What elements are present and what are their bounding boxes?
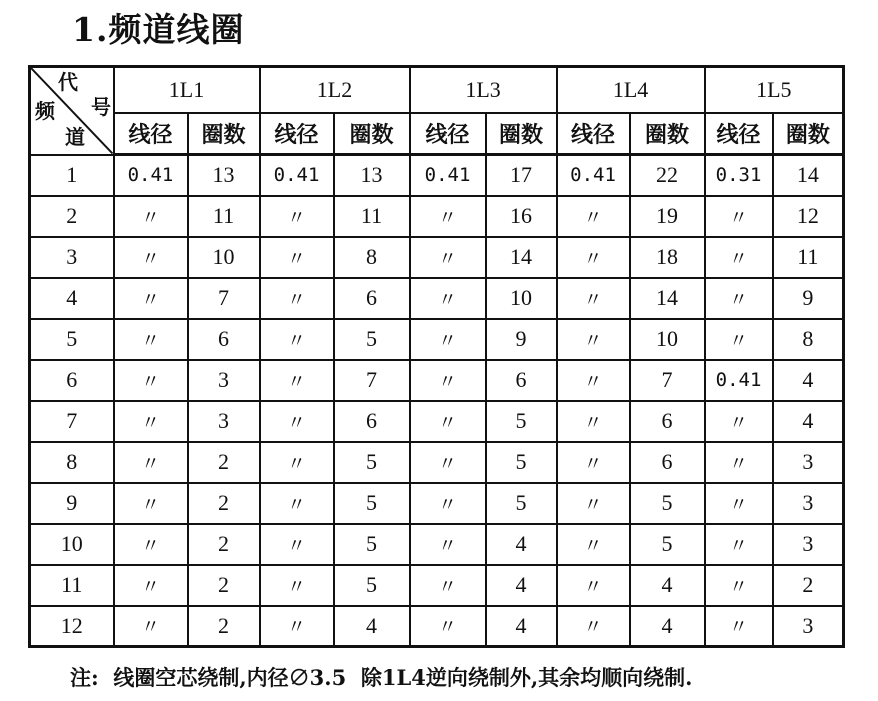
corner-channel-char: 道 bbox=[65, 127, 85, 149]
turns-cell: 13 bbox=[188, 155, 260, 196]
wire-diameter-cell: 0.41 bbox=[705, 360, 773, 401]
turns-cell: 4 bbox=[486, 565, 557, 606]
wire-diameter-header: 线径 bbox=[705, 113, 773, 155]
turns-header: 圈数 bbox=[773, 113, 844, 155]
wire-diameter-cell: 0.41 bbox=[557, 155, 630, 196]
turns-header: 圈数 bbox=[334, 113, 410, 155]
wire-diameter-cell: 〃 bbox=[260, 237, 334, 278]
turns-cell: 14 bbox=[773, 155, 844, 196]
wire-diameter-cell: 〃 bbox=[410, 524, 486, 565]
table-row bbox=[30, 319, 844, 360]
wire-diameter-cell: 〃 bbox=[114, 524, 188, 565]
turns-cell: 3 bbox=[773, 524, 844, 565]
wire-diameter-cell: 〃 bbox=[410, 360, 486, 401]
wire-diameter-cell: 〃 bbox=[114, 360, 188, 401]
wire-diameter-cell: 〃 bbox=[260, 442, 334, 483]
turns-cell: 3 bbox=[773, 483, 844, 524]
turns-cell: 2 bbox=[188, 565, 260, 606]
turns-cell: 6 bbox=[630, 401, 705, 442]
turns-cell: 6 bbox=[334, 278, 410, 319]
channel-number: 4 bbox=[30, 278, 114, 319]
channel-number: 7 bbox=[30, 401, 114, 442]
table-row bbox=[30, 360, 844, 401]
turns-cell: 5 bbox=[630, 483, 705, 524]
turns-cell: 11 bbox=[188, 196, 260, 237]
turns-cell: 22 bbox=[630, 155, 705, 196]
wire-diameter-header: 线径 bbox=[557, 113, 630, 155]
header-row-coils bbox=[30, 67, 844, 114]
wire-diameter-cell: 〃 bbox=[260, 196, 334, 237]
turns-cell: 2 bbox=[188, 483, 260, 524]
footnote: 注: 线圈空芯绕制,内径∅3.5 除1L4逆向绕制外,其余均顺向绕制. bbox=[70, 665, 693, 690]
turns-cell: 13 bbox=[334, 155, 410, 196]
turns-cell: 9 bbox=[773, 278, 844, 319]
table-row bbox=[30, 565, 844, 606]
wire-diameter-cell: 〃 bbox=[260, 401, 334, 442]
turns-cell: 12 bbox=[773, 196, 844, 237]
wire-diameter-cell: 〃 bbox=[557, 606, 630, 647]
turns-cell: 11 bbox=[334, 196, 410, 237]
turns-cell: 5 bbox=[486, 483, 557, 524]
table-row bbox=[30, 483, 844, 524]
wire-diameter-cell: 〃 bbox=[410, 565, 486, 606]
coil-header-1l5: 1L5 bbox=[705, 67, 844, 114]
wire-diameter-cell: 〃 bbox=[705, 565, 773, 606]
turns-cell: 6 bbox=[334, 401, 410, 442]
turns-cell: 10 bbox=[630, 319, 705, 360]
wire-diameter-cell: 〃 bbox=[705, 319, 773, 360]
turns-cell: 14 bbox=[486, 237, 557, 278]
wire-diameter-cell: 〃 bbox=[260, 565, 334, 606]
turns-cell: 7 bbox=[630, 360, 705, 401]
wire-diameter-cell: 〃 bbox=[557, 196, 630, 237]
turns-cell: 2 bbox=[188, 442, 260, 483]
turns-cell: 10 bbox=[486, 278, 557, 319]
turns-cell: 3 bbox=[188, 360, 260, 401]
turns-cell: 5 bbox=[630, 524, 705, 565]
wire-diameter-cell: 〃 bbox=[114, 401, 188, 442]
turns-cell: 16 bbox=[486, 196, 557, 237]
wire-diameter-cell: 〃 bbox=[114, 442, 188, 483]
turns-cell: 9 bbox=[486, 319, 557, 360]
turns-header: 圈数 bbox=[630, 113, 705, 155]
wire-diameter-cell: 〃 bbox=[410, 319, 486, 360]
wire-diameter-cell: 〃 bbox=[114, 278, 188, 319]
wire-diameter-cell: 0.31 bbox=[705, 155, 773, 196]
turns-cell: 4 bbox=[773, 360, 844, 401]
turns-cell: 6 bbox=[486, 360, 557, 401]
wire-diameter-cell: 〃 bbox=[410, 606, 486, 647]
wire-diameter-cell: 〃 bbox=[557, 237, 630, 278]
wire-diameter-cell: 〃 bbox=[410, 401, 486, 442]
table-row bbox=[30, 278, 844, 319]
channel-number: 8 bbox=[30, 442, 114, 483]
turns-cell: 5 bbox=[334, 319, 410, 360]
turns-cell: 2 bbox=[773, 565, 844, 606]
turns-cell: 19 bbox=[630, 196, 705, 237]
turns-cell: 6 bbox=[188, 319, 260, 360]
turns-cell: 5 bbox=[334, 524, 410, 565]
wire-diameter-cell: 〃 bbox=[260, 319, 334, 360]
wire-diameter-cell: 〃 bbox=[114, 237, 188, 278]
wire-diameter-cell: 〃 bbox=[557, 360, 630, 401]
wire-diameter-cell: 〃 bbox=[705, 401, 773, 442]
turns-header: 圈数 bbox=[188, 113, 260, 155]
channel-number: 2 bbox=[30, 196, 114, 237]
turns-cell: 10 bbox=[188, 237, 260, 278]
table-row bbox=[30, 524, 844, 565]
wire-diameter-cell: 〃 bbox=[557, 524, 630, 565]
wire-diameter-cell: 〃 bbox=[410, 237, 486, 278]
wire-diameter-cell: 0.41 bbox=[260, 155, 334, 196]
header-row-columns bbox=[30, 113, 844, 155]
wire-diameter-cell: 〃 bbox=[260, 483, 334, 524]
wire-diameter-cell: 〃 bbox=[114, 196, 188, 237]
wire-diameter-cell: 〃 bbox=[114, 319, 188, 360]
turns-cell: 2 bbox=[188, 524, 260, 565]
turns-cell: 4 bbox=[334, 606, 410, 647]
turns-header: 圈数 bbox=[486, 113, 557, 155]
wire-diameter-cell: 〃 bbox=[260, 524, 334, 565]
wire-diameter-cell: 〃 bbox=[705, 278, 773, 319]
page-title: 1.频道线圈 bbox=[72, 10, 245, 49]
channel-number: 5 bbox=[30, 319, 114, 360]
wire-diameter-cell: 〃 bbox=[705, 442, 773, 483]
channel-number: 10 bbox=[30, 524, 114, 565]
corner-header-cell bbox=[30, 67, 114, 155]
table-row bbox=[30, 442, 844, 483]
turns-cell: 4 bbox=[630, 565, 705, 606]
wire-diameter-cell: 〃 bbox=[114, 483, 188, 524]
wire-diameter-header: 线径 bbox=[260, 113, 334, 155]
wire-diameter-cell: 〃 bbox=[557, 442, 630, 483]
corner-channel-char: 频 bbox=[35, 101, 55, 123]
wire-diameter-cell: 〃 bbox=[410, 196, 486, 237]
turns-cell: 4 bbox=[486, 524, 557, 565]
table-header bbox=[30, 67, 844, 155]
turns-cell: 4 bbox=[486, 606, 557, 647]
coil-table bbox=[28, 65, 845, 648]
channel-number: 3 bbox=[30, 237, 114, 278]
turns-cell: 8 bbox=[334, 237, 410, 278]
table-row bbox=[30, 155, 844, 196]
table-row bbox=[30, 606, 844, 647]
turns-cell: 3 bbox=[773, 606, 844, 647]
turns-cell: 7 bbox=[334, 360, 410, 401]
wire-diameter-cell: 〃 bbox=[557, 278, 630, 319]
coil-header-1l4: 1L4 bbox=[557, 67, 705, 114]
channel-number: 9 bbox=[30, 483, 114, 524]
coil-header-1l2: 1L2 bbox=[260, 67, 410, 114]
table-row bbox=[30, 196, 844, 237]
wire-diameter-header: 线径 bbox=[114, 113, 188, 155]
turns-cell: 5 bbox=[486, 401, 557, 442]
wire-diameter-cell: 〃 bbox=[705, 483, 773, 524]
turns-cell: 18 bbox=[630, 237, 705, 278]
wire-diameter-header: 线径 bbox=[410, 113, 486, 155]
wire-diameter-cell: 〃 bbox=[260, 606, 334, 647]
wire-diameter-cell: 〃 bbox=[557, 483, 630, 524]
turns-cell: 7 bbox=[188, 278, 260, 319]
channel-number: 12 bbox=[30, 606, 114, 647]
table-row bbox=[30, 237, 844, 278]
turns-cell: 2 bbox=[188, 606, 260, 647]
channel-number: 1 bbox=[30, 155, 114, 196]
turns-cell: 3 bbox=[773, 442, 844, 483]
wire-diameter-cell: 〃 bbox=[705, 524, 773, 565]
turns-cell: 3 bbox=[188, 401, 260, 442]
wire-diameter-cell: 0.41 bbox=[410, 155, 486, 196]
corner-code-char: 号 bbox=[91, 97, 111, 119]
wire-diameter-cell: 〃 bbox=[410, 483, 486, 524]
channel-number: 6 bbox=[30, 360, 114, 401]
turns-cell: 8 bbox=[773, 319, 844, 360]
turns-cell: 5 bbox=[334, 483, 410, 524]
turns-cell: 6 bbox=[630, 442, 705, 483]
wire-diameter-cell: 〃 bbox=[410, 442, 486, 483]
wire-diameter-cell: 〃 bbox=[260, 360, 334, 401]
coil-header-1l3: 1L3 bbox=[410, 67, 557, 114]
wire-diameter-cell: 〃 bbox=[557, 319, 630, 360]
table-row bbox=[30, 401, 844, 442]
turns-cell: 4 bbox=[630, 606, 705, 647]
turns-cell: 5 bbox=[334, 565, 410, 606]
corner-code-char: 代 bbox=[58, 72, 78, 94]
turns-cell: 4 bbox=[773, 401, 844, 442]
wire-diameter-cell: 〃 bbox=[705, 606, 773, 647]
wire-diameter-cell: 0.41 bbox=[114, 155, 188, 196]
wire-diameter-cell: 〃 bbox=[114, 565, 188, 606]
turns-cell: 11 bbox=[773, 237, 844, 278]
wire-diameter-cell: 〃 bbox=[557, 565, 630, 606]
table-body bbox=[30, 155, 844, 647]
turns-cell: 5 bbox=[334, 442, 410, 483]
channel-number: 11 bbox=[30, 565, 114, 606]
turns-cell: 14 bbox=[630, 278, 705, 319]
turns-cell: 17 bbox=[486, 155, 557, 196]
wire-diameter-cell: 〃 bbox=[260, 278, 334, 319]
coil-header-1l1: 1L1 bbox=[114, 67, 260, 114]
wire-diameter-cell: 〃 bbox=[705, 196, 773, 237]
wire-diameter-cell: 〃 bbox=[114, 606, 188, 647]
wire-diameter-cell: 〃 bbox=[410, 278, 486, 319]
turns-cell: 5 bbox=[486, 442, 557, 483]
wire-diameter-cell: 〃 bbox=[557, 401, 630, 442]
wire-diameter-cell: 〃 bbox=[705, 237, 773, 278]
